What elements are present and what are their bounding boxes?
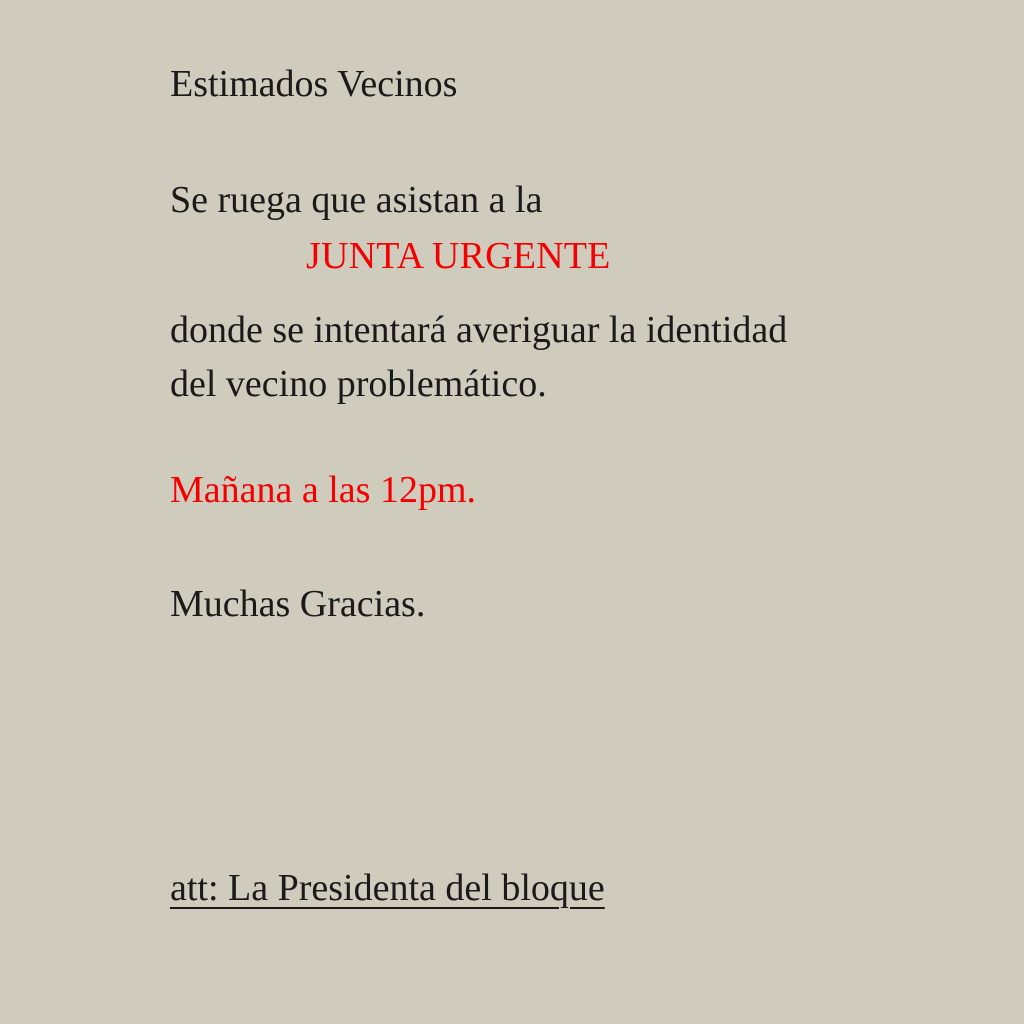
meeting-datetime: Mañana a las 12pm.	[170, 469, 477, 511]
signature: att: La Presidenta del bloque	[170, 867, 605, 909]
body-line-1: donde se intentará averiguar la identidad	[170, 309, 788, 351]
thanks-text: Muchas Gracias.	[170, 583, 426, 625]
meeting-headline: JUNTA URGENTE	[306, 235, 611, 277]
intro-text: Se ruega que asistan a la	[170, 179, 543, 221]
greeting: Estimados Vecinos	[170, 63, 458, 105]
body-line-2: del vecino problemático.	[170, 363, 547, 405]
